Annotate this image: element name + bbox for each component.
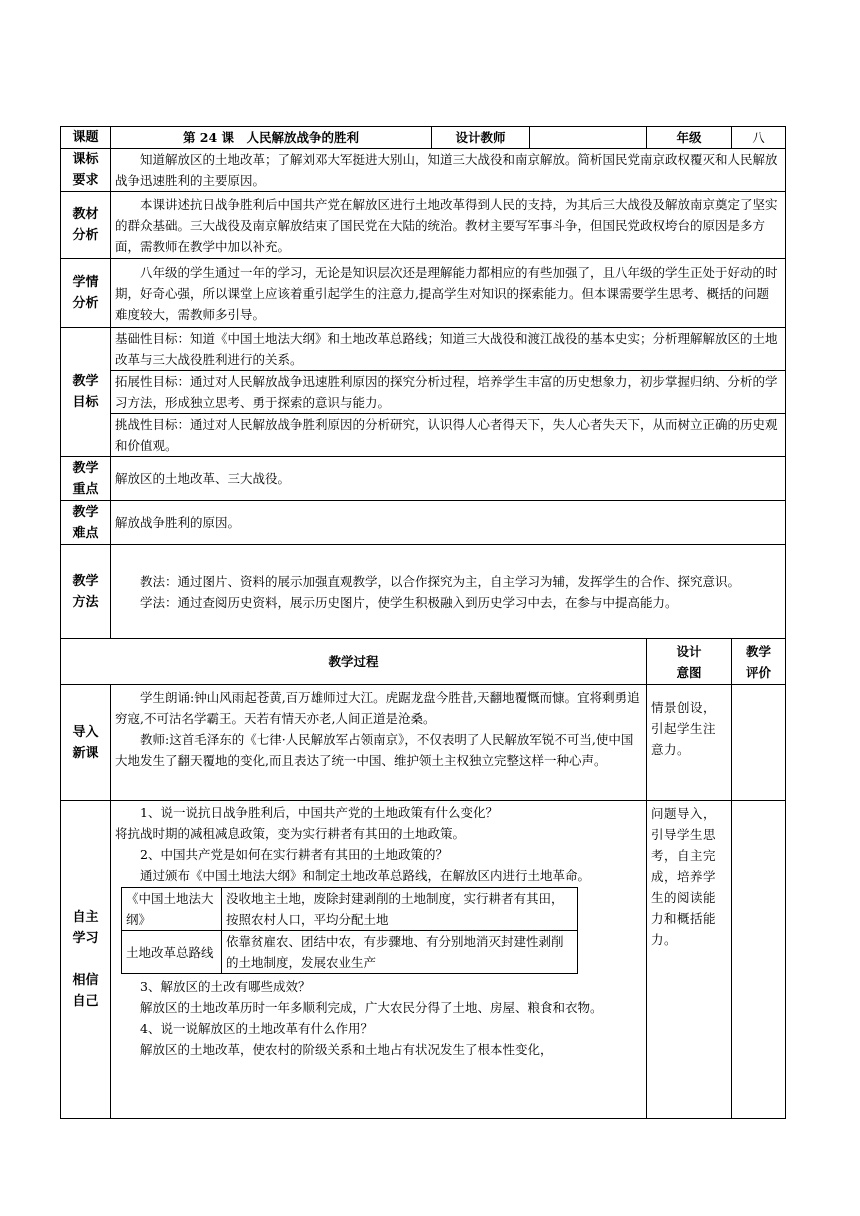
land-reform-content: 没收地主土地，废除封建剥削的土地制度，实行耕者有其田，按照农村人口，平均分配土地 <box>222 888 578 931</box>
key-row <box>61 457 786 501</box>
question-2: 2、中国共产党是如何在实行耕者有其田的土地政策的？ <box>140 847 448 862</box>
process-eval-header: 教学 评价 <box>732 639 786 685</box>
difficulty-label: 教学 难点 <box>61 501 111 545</box>
land-reform-name: 土地改革总路线 <box>122 931 222 974</box>
question-1: 1、说一说抗日战争胜利后，中国共产党的土地政策有什么变化？ <box>140 805 498 820</box>
method-text <box>111 545 786 639</box>
answer-1: 将抗战时期的减租减息政策，变为实行耕者有其田的土地政策。 <box>115 826 466 841</box>
process-title: 教学过程 <box>61 639 647 685</box>
material-text: 本课讲述抗日战争胜利后中国共产党在解放区进行土地改革得到人民的支持，为其后三大战役及解放南京奠定了坚实的群众基础。三大战役及南京解放结束了国民党在大陆的统治。教材主要写军事斗争，但国民党政权垮台的原因是多方面，需教师在教学中加以补充。 <box>111 192 786 259</box>
intro-label: 导入 新课 <box>61 685 111 801</box>
self-study-row <box>61 801 786 1119</box>
goals-extended-text: 拓展性目标：通过对人民解放战争迅速胜利原因的探究分析过程，培养学生丰富的历史想象力，初步掌握归纳、分析的学习方法，形成独立思考、勇于探索的意识与能力。 <box>111 371 786 414</box>
students-label: 学情 分析 <box>61 259 111 328</box>
standard-row <box>61 149 786 192</box>
key-text: 解放区的土地改革、三大战役。 <box>111 457 786 501</box>
students-text: 八年级的学生通过一年的学习，无论是知识层次还是理解能力都相应的有些加强了，且八年级的学生正处于好动的时期，好奇心强，所以课堂上应该着重引起学生的注意力,提高学生对知识的探索能力。但本课需要学生思考、概括的问题难度较大，需教师多引导。 <box>111 259 786 328</box>
intro-teacher: 教师:这首毛泽东的《七律·人民解放军占领南京》，不仅表明了人民解放军锐不可当,使中国大地发生了翻天覆地的变化,而且表达了统一中国、维护领土主权独立完整这样一种心声。 <box>115 732 634 768</box>
difficulty-row <box>61 501 786 545</box>
answer-4: 解放区的土地改革，使农村的阶级关系和土地占有状况发生了根本性变化， <box>140 1042 553 1057</box>
method-learn: 学法：通过查阅历史资料，展示历史图片，使学生积极融入到历史学习中去，在参与中提高能力。 <box>140 594 678 610</box>
intro-content <box>111 685 647 801</box>
intro-eval <box>732 685 786 801</box>
land-reform-row <box>122 888 578 931</box>
material-row <box>61 192 786 259</box>
answer-3: 解放区的土地改革历时一年多顺利完成，广大农民分得了土地、房屋、粮食和衣物。 <box>140 1000 603 1015</box>
goals-label: 教学 目标 <box>61 328 111 457</box>
lesson-plan-sheet <box>60 126 785 1119</box>
question-3: 3、解放区的土改有哪些成效？ <box>140 979 311 994</box>
process-header-row <box>61 639 786 685</box>
land-reform-table <box>121 887 578 974</box>
grade-label: 年级 <box>647 127 732 149</box>
intro-intent: 情景创设，引起学生注意力。 <box>647 685 732 801</box>
answer-2: 通过颁布《中国土地法大纲》和制定土地改革总路线，在解放区内进行土地革命。 <box>140 868 591 883</box>
standard-text: 知道解放区的土地改革；了解刘邓大军挺进大别山，知道三大战役和南京解放。简析国民党南京政权覆灭和人民解放战争迅速胜利的主要原因。 <box>111 149 786 192</box>
self-study-eval <box>732 801 786 1119</box>
designer-label: 设计教师 <box>432 127 530 149</box>
land-reform-name: 《中国土地法大纲》 <box>122 888 222 931</box>
material-label: 教材 分析 <box>61 192 111 259</box>
header-row <box>61 127 786 149</box>
difficulty-text: 解放战争胜利的原因。 <box>111 501 786 545</box>
method-row <box>61 545 786 639</box>
key-label: 教学 重点 <box>61 457 111 501</box>
self-study-label: 自主 学习 相信 自己 <box>61 801 111 1119</box>
self-study-intent: 问题导入，引导学生思考，自主完成，培养学生的阅读能力和概括能力。 <box>647 801 732 1119</box>
goals-challenge-row <box>61 414 786 457</box>
topic-value: 第 24 课 人民解放战争的胜利 <box>111 127 432 149</box>
process-intent-header: 设计 意图 <box>647 639 732 685</box>
lesson-plan-table <box>60 126 786 1119</box>
self-study-content <box>111 801 647 1119</box>
goals-basic-row <box>61 328 786 371</box>
intro-row <box>61 685 786 801</box>
intro-poem: 学生朗诵:钟山风雨起苍黄,百万雄师过大江。虎踞龙盘今胜昔,天翻地覆慨而慷。宜将剩勇追穷寇,不可沽名学霸王。天若有情天亦老,人间正道是沧桑。 <box>115 690 640 726</box>
land-reform-row <box>122 931 578 974</box>
topic-label: 课题 <box>61 127 111 149</box>
method-label: 教学 方法 <box>61 545 111 639</box>
goals-basic-text: 基础性目标：知道《中国土地法大纲》和土地改革总路线；知道三大战役和渡江战役的基本史实；分析理解解放区的土地改革与三大战役胜利进行的关系。 <box>111 328 786 371</box>
grade-value: 八 <box>732 127 786 149</box>
standard-label: 课标 要求 <box>61 149 111 192</box>
goals-challenge-text: 挑战性目标：通过对人民解放战争胜利原因的分析研究，认识得人心者得天下，失人心者失天下，从而树立正确的历史观和价值观。 <box>111 414 786 457</box>
question-4: 4、说一说解放区的土地改革有什么作用？ <box>140 1021 373 1036</box>
designer-value <box>530 127 647 149</box>
land-reform-content: 依靠贫雇农、团结中农，有步骤地、有分别地消灭封建性剥削的土地制度，发展农业生产 <box>222 931 578 974</box>
method-teach: 教法：通过图片、资料的展示加强直观教学，以合作探究为主，自主学习为辅，发挥学生的合作、探究意识。 <box>140 573 741 589</box>
goals-extended-row <box>61 371 786 414</box>
students-row <box>61 259 786 328</box>
